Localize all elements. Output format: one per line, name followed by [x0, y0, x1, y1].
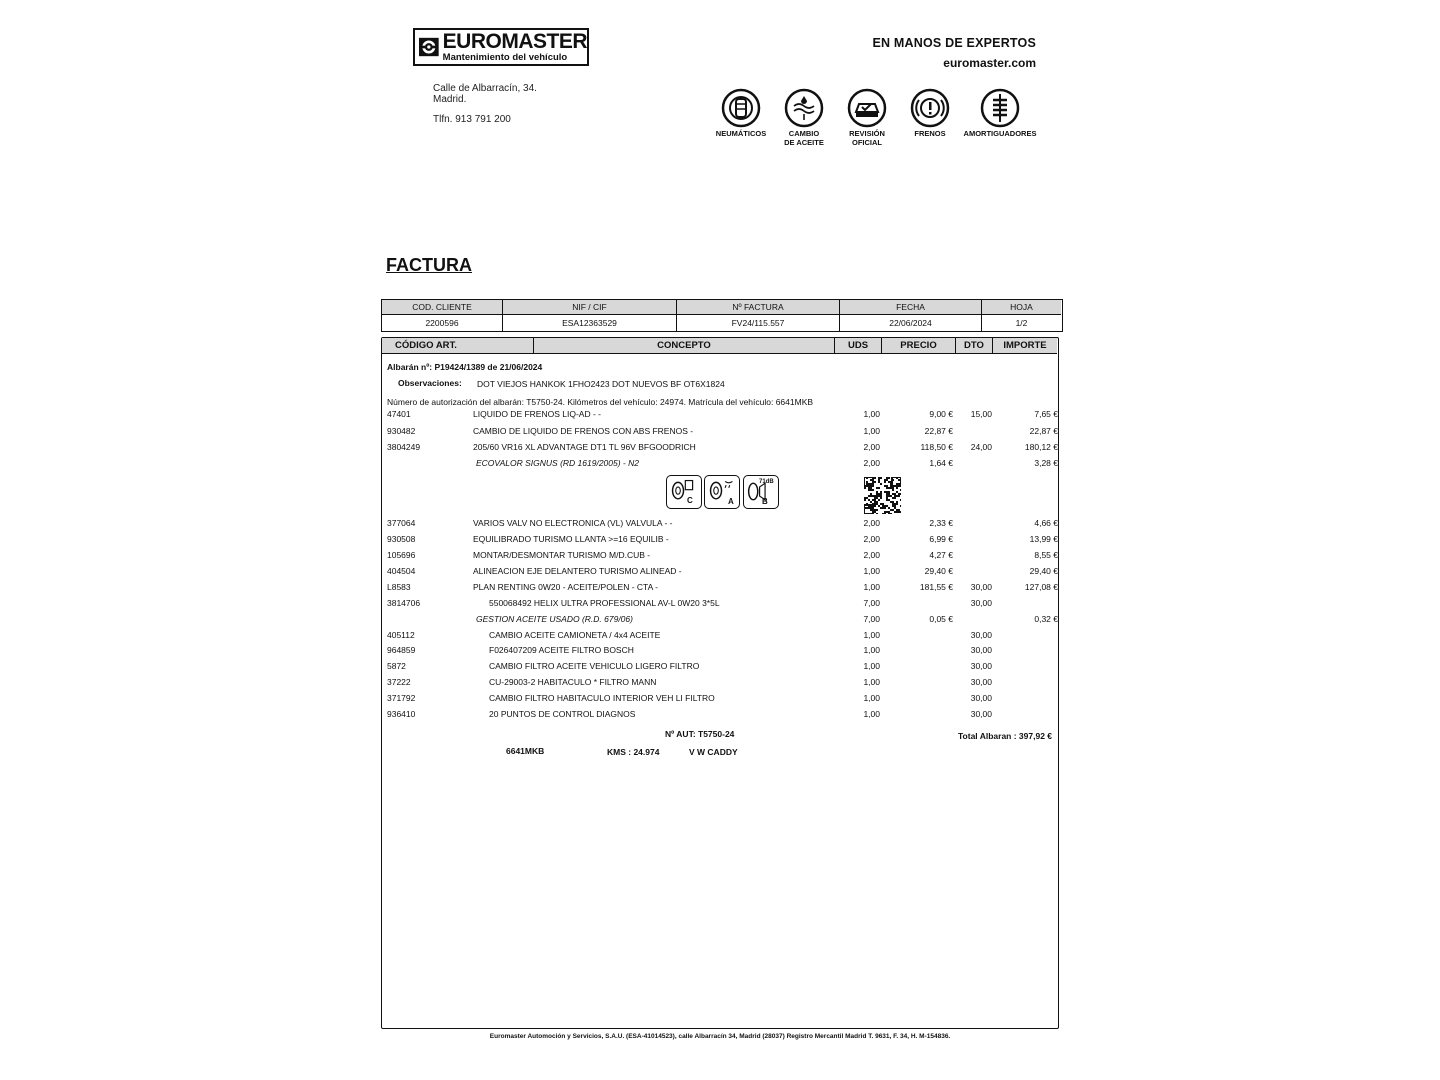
fecha-cell	[840, 300, 982, 331]
item-importe: 180,12 €	[1024, 442, 1058, 452]
item-uds: 1,00	[863, 582, 880, 592]
item-description: CAMBIO ACEITE CAMIONETA / 4x4 ACEITE	[489, 630, 661, 640]
col-concepto: CONCEPTO	[534, 338, 835, 354]
euromaster-emblem-icon	[419, 33, 439, 61]
item-code: 377064	[387, 518, 416, 528]
service-label: REVISIÓN OFICIAL	[849, 129, 885, 147]
item-dto: 30,00	[970, 630, 992, 640]
observaciones-label: Observaciones:	[398, 378, 462, 388]
nif-cell	[503, 300, 677, 331]
cod-cliente-value: 2200596	[425, 318, 459, 328]
brand-name: EUROMASTER	[442, 30, 587, 54]
item-code: 930508	[387, 534, 416, 544]
item-importe: 127,08 €	[1024, 582, 1058, 592]
item-precio: 0,05 €	[929, 614, 953, 624]
item-description: PLAN RENTING 0W20 - ACEITE/POLEN - CTA -	[473, 582, 658, 592]
invoice-header-box	[381, 299, 1063, 332]
cod-cliente-label: COD. CLIENTE	[382, 300, 502, 315]
item-dto: 30,00	[970, 693, 992, 703]
item-importe: 13,99 €	[1029, 534, 1058, 544]
item-description: EQUILIBRADO TURISMO LLANTA >=16 EQUILIB -	[473, 534, 669, 544]
item-uds: 7,00	[863, 614, 880, 624]
item-uds: 1,00	[863, 566, 880, 576]
item-precio: 1,64 €	[929, 458, 953, 468]
item-code: 105696	[387, 550, 416, 560]
wet-grip-class: A	[728, 497, 734, 506]
fuel-efficiency-label	[666, 475, 702, 509]
item-uds: 2,00	[863, 458, 880, 468]
item-precio: 2,33 €	[929, 518, 953, 528]
website: euromaster.com	[943, 56, 1036, 70]
item-description: 205/60 VR16 XL ADVANTAGE DT1 TL 96V BFGOODRICH	[473, 442, 696, 452]
cod-cliente-cell	[382, 300, 503, 331]
col-codigo: CÓDIGO ART.	[382, 338, 534, 354]
fuel-class: C	[687, 496, 693, 505]
item-precio: 181,55 €	[919, 582, 953, 592]
item-description: CAMBIO DE LIQUIDO DE FRENOS CON ABS FRENOS -	[473, 426, 694, 436]
service-label: NEUMÁTICOS	[715, 129, 767, 138]
item-description: VARIOS VALV NO ELECTRONICA (VL) VALVULA - -	[473, 518, 673, 528]
service-amortiguadores	[960, 88, 1040, 138]
item-precio: 9,00 €	[929, 409, 953, 419]
hoja-label: HOJA	[982, 300, 1061, 315]
noise-class: B	[762, 497, 768, 506]
col-uds: UDS	[835, 338, 882, 354]
item-precio: 4,27 €	[929, 550, 953, 560]
item-precio: 22,87 €	[924, 426, 953, 436]
col-dto: DTO	[956, 338, 993, 354]
item-code: L8583	[387, 582, 411, 592]
item-uds: 1,00	[863, 426, 880, 436]
item-importe: 29,40 €	[1029, 566, 1058, 576]
item-dto: 24,00	[970, 442, 992, 452]
item-code: 47401	[387, 409, 411, 419]
car-check-icon	[847, 88, 887, 128]
tire-icon	[721, 88, 761, 128]
col-importe: IMPORTE	[993, 338, 1057, 354]
item-precio: 118,50 €	[920, 442, 953, 452]
item-importe: 0,32 €	[1034, 614, 1058, 624]
brand-subtitle: Mantenimiento del vehículo	[442, 52, 568, 64]
item-uds: 1,00	[863, 709, 880, 719]
item-dto: 30,00	[970, 598, 992, 608]
item-precio: 29,40 €	[924, 566, 953, 576]
euromaster-logo	[413, 28, 589, 66]
item-precio: 6,99 €	[929, 534, 953, 544]
factura-value: FV24/115.557	[731, 318, 785, 328]
service-label: FRENOS	[914, 129, 946, 138]
wet-grip-label	[704, 475, 740, 509]
service-frenos	[890, 88, 970, 138]
aut-number: Nº AUT: T5750-24	[665, 729, 735, 739]
hoja-value: 1/2	[1015, 318, 1028, 328]
address-line-1: Calle de Albarracín, 34.	[433, 83, 537, 94]
item-code: 371792	[387, 693, 416, 703]
item-code: 964859	[387, 645, 416, 655]
item-uds: 1,00	[863, 630, 880, 640]
item-uds: 7,00	[863, 598, 880, 608]
document-title: FACTURA	[386, 255, 472, 275]
observaciones-text: DOT VIEJOS HANKOK 1FHO2423 DOT NUEVOS BF OT6X1824	[477, 379, 725, 389]
item-code: 3814706	[387, 598, 421, 608]
item-description: CAMBIO FILTRO ACEITE VEHICULO LIGERO FILTRO	[489, 661, 700, 671]
fecha-value: 22/06/2024	[889, 318, 932, 328]
albaran-title: Albarán nº: P19424/1389 de 21/06/2024	[387, 362, 543, 372]
item-description: CU-29003-2 HABITACULO * FILTRO MANN	[489, 677, 657, 687]
item-importe: 7,65 €	[1034, 409, 1058, 419]
address-line-2: Madrid.	[433, 94, 467, 105]
item-description: ALINEACION EJE DELANTERO TURISMO ALINEAD -	[473, 566, 682, 576]
factura-label: Nº FACTURA	[677, 300, 839, 315]
item-description: 550068492 HELIX ULTRA PROFESSIONAL AV-L 0W20 3*5L	[489, 598, 720, 608]
service-label: AMORTIGUADORES	[963, 129, 1037, 138]
item-description: F026407209 ACEITE FILTRO BOSCH	[489, 645, 634, 655]
item-description: GESTION ACEITE USADO (R.D. 679/06)	[476, 614, 633, 624]
item-uds: 1,00	[863, 661, 880, 671]
item-code: 930482	[387, 426, 416, 436]
col-precio: PRECIO	[882, 338, 956, 354]
qr-code	[864, 477, 901, 514]
matricula: 6641MKB	[506, 746, 545, 756]
fecha-label: FECHA	[840, 300, 981, 315]
item-description: MONTAR/DESMONTAR TURISMO M/D.CUB -	[473, 550, 651, 560]
item-code: 405112	[387, 630, 415, 640]
nif-value: ESA12363529	[562, 318, 617, 328]
authorization-line: Número de autorización del albarán: T5750-24. Kilómetros del vehículo: 24974. Matrícula del vehículo: 6641MKB	[387, 397, 814, 407]
total-albaran: Total Albaran : 397,92 €	[958, 731, 1053, 741]
hoja-cell	[982, 300, 1061, 331]
noise-label	[743, 475, 779, 509]
oil-change-icon	[784, 88, 824, 128]
item-code: 5872	[387, 661, 406, 671]
item-description: LIQUIDO DE FRENOS LIQ-AD - -	[473, 409, 601, 419]
item-uds: 1,00	[863, 409, 880, 419]
legal-footer: Euromaster Automoción y Servicios, S.A.U. (ESA-41014523), calle Albarracín 34, Madrid (28037) Registro Mercantil Madrid T. 9631, F. 34, H. M-154836.	[489, 1033, 951, 1040]
item-code: 3804249	[387, 442, 421, 452]
item-uds: 2,00	[863, 550, 880, 560]
item-description: ECOVALOR SIGNUS (RD 1619/2005) - N2	[476, 458, 639, 468]
item-dto: 30,00	[970, 661, 992, 671]
item-dto: 30,00	[970, 709, 992, 719]
service-label: CAMBIO DE ACEITE	[784, 129, 824, 147]
slogan: EN MANOS DE EXPERTOS	[872, 36, 1036, 50]
item-uds: 1,00	[863, 645, 880, 655]
kilometros: KMS : 24.974	[607, 747, 660, 757]
item-code: 936410	[387, 709, 416, 719]
item-dto: 15,00	[970, 409, 992, 419]
noise-db: 71dB	[759, 479, 774, 485]
item-description: CAMBIO FILTRO HABITACULO INTERIOR VEH LI FILTRO	[489, 693, 715, 703]
vehiculo: V W CADDY	[689, 747, 738, 757]
brake-icon	[910, 88, 950, 128]
item-importe: 3,28 €	[1034, 458, 1058, 468]
item-code: 37222	[387, 677, 411, 687]
item-importe: 4,66 €	[1034, 518, 1058, 528]
item-uds: 2,00	[863, 442, 880, 452]
nif-label: NIF / CIF	[503, 300, 676, 315]
item-dto: 30,00	[970, 677, 992, 687]
item-dto: 30,00	[970, 645, 992, 655]
item-importe: 22,87 €	[1029, 426, 1058, 436]
item-code: 404504	[387, 566, 416, 576]
item-uds: 2,00	[863, 534, 880, 544]
item-uds: 1,00	[863, 693, 880, 703]
item-uds: 1,00	[863, 677, 880, 687]
item-description: 20 PUNTOS DE CONTROL DIAGNOS	[489, 709, 636, 719]
fuel-pump-icon	[667, 476, 700, 507]
item-dto: 30,00	[970, 582, 992, 592]
shock-absorber-icon	[980, 88, 1020, 128]
phone: Tlfn. 913 791 200	[433, 114, 511, 125]
item-uds: 2,00	[863, 518, 880, 528]
factura-cell	[677, 300, 840, 331]
item-importe: 8,55 €	[1034, 550, 1058, 560]
